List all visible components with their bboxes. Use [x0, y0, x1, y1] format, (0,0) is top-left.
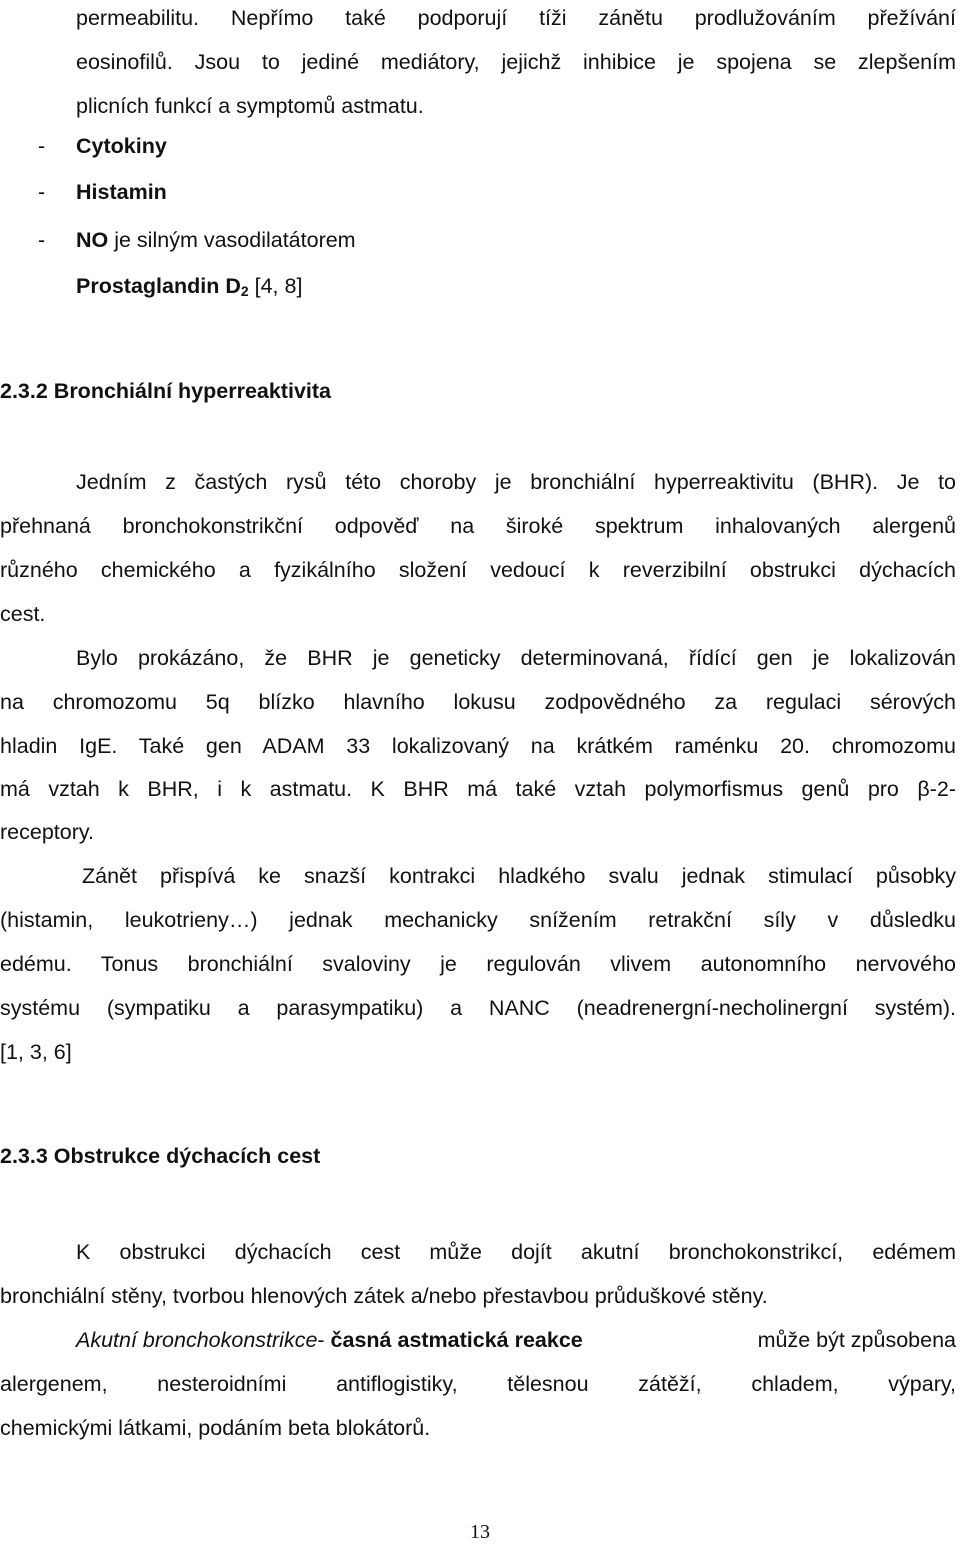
list-item-label: Histamin — [76, 180, 167, 204]
paragraph-line: Bylo prokázáno, že BHR je geneticky determinovaná, řídící gen je lokalizován — [76, 646, 956, 670]
paragraph-line: [1, 3, 6] — [0, 1040, 72, 1064]
paragraph-line: hladin IgE. Také gen ADAM 33 lokalizovaný na krátkém raménku 20. chromozomu — [0, 734, 956, 758]
paragraph-line: přehnaná bronchokonstrikční odpověď na široké spektrum inhalovaných alergenů — [0, 514, 956, 538]
citation: [4, 8] — [248, 274, 303, 298]
prostaglandin-line — [76, 272, 302, 300]
list-dash: - — [38, 180, 46, 204]
paragraph-line: Zánět přispívá ke snazší kontrakci hladkého svalu jednak stimulací působky — [82, 864, 956, 888]
paragraph-line — [76, 1326, 956, 1354]
paragraph-line: receptory. — [0, 820, 94, 844]
subscript: 2 — [240, 283, 249, 299]
paragraph-line: (histamin, leukotrieny…) jednak mechanicky snížením retrakční síly v důsledku — [0, 908, 956, 932]
paragraph-line: chemickými látkami, podáním beta blokátorů. — [0, 1416, 431, 1440]
prostaglandin-label: Prostaglandin D — [76, 274, 241, 298]
list-dash: - — [38, 228, 46, 252]
paragraph-line: alergenem, nesteroidními antiflogistiky, tělesnou zátěží, chladem, výpary, — [0, 1372, 956, 1396]
section-heading-2-3-2: 2.3.2 Bronchiální hyperreaktivita — [0, 379, 331, 403]
section-heading-2-3-3: 2.3.3 Obstrukce dýchacích cest — [0, 1144, 321, 1168]
paragraph-text: může být způsobena — [751, 1328, 956, 1352]
paragraph-line: na chromozomu 5q blízko hlavního lokusu zodpovědného za regulaci sérových — [0, 690, 956, 714]
paragraph-line: má vztah k BHR, i k astmatu. K BHR má také vztah polymorfismus genů pro β-2- — [0, 777, 956, 801]
paragraph-line: permeabilitu. Nepřímo také podporují tíži zánětu prodlužováním přežívání — [76, 6, 956, 30]
list-dash: - — [38, 134, 46, 158]
dash: - — [317, 1328, 331, 1352]
paragraph-line: K obstrukci dýchacích cest může dojít akutní bronchokonstrikcí, edémem — [76, 1240, 956, 1264]
italic-term: Akutní bronchokonstrikce — [76, 1328, 318, 1352]
list-item-label: NO — [76, 228, 109, 252]
paragraph-line: cest. — [0, 602, 46, 626]
page-number: 13 — [470, 1521, 490, 1543]
list-item-label: Cytokiny — [76, 134, 167, 158]
paragraph-line: bronchiální stěny, tvorbou hlenových zátek a/nebo přestavbou průduškové stěny. — [0, 1284, 768, 1308]
paragraph-line: Jedním z častých rysů této choroby je bronchiální hyperreaktivitu (BHR). Je to — [76, 470, 956, 494]
paragraph-line: eosinofilů. Jsou to jediné mediátory, jejichž inhibice je spojena se zlepšením — [76, 50, 956, 74]
bold-term: časná astmatická reakce — [330, 1328, 583, 1352]
paragraph-line: edému. Tonus bronchiální svaloviny je regulován vlivem autonomního nervového — [0, 952, 956, 976]
paragraph-line: plicních funkcí a symptomů astmatu. — [76, 94, 424, 118]
paragraph-line: různého chemického a fyzikálního složení vedoucí k reverzibilní obstrukci dýchacích — [0, 558, 956, 582]
paragraph-line: systému (sympatiku a parasympatiku) a NANC (neadrenergní-necholinergní systém). — [0, 996, 956, 1020]
list-item-text: je silným vasodilatátorem — [108, 228, 356, 252]
